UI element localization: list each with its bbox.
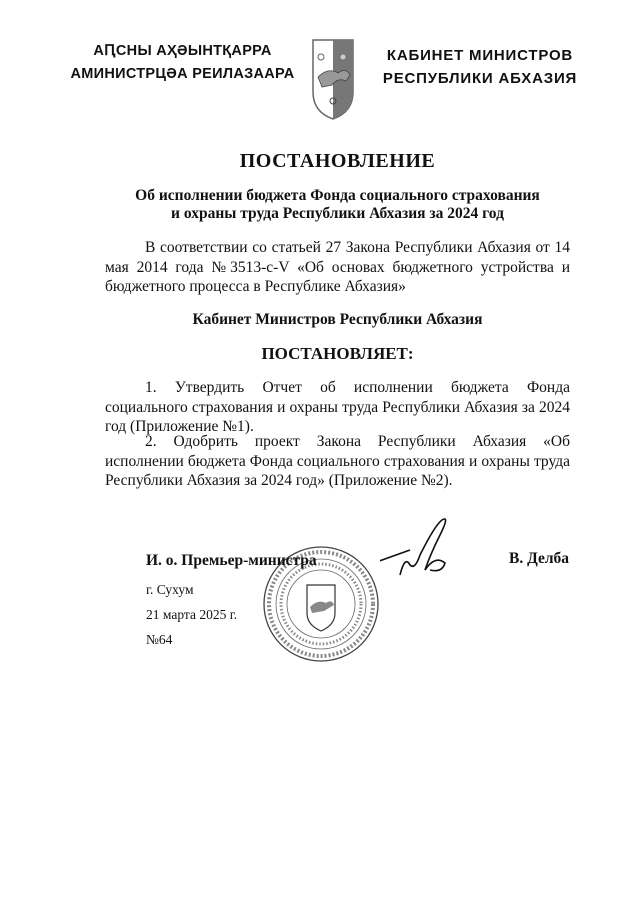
signatory-position: И. о. Премьер-министра — [146, 552, 317, 569]
document-number: №64 — [146, 632, 173, 647]
subtitle-line1: Об исполнении бюджета Фонда социального страхования — [135, 187, 540, 204]
header-left-line2: АМИНИСТРЦӘА РЕИЛАЗААРА — [70, 66, 295, 82]
signatory-name: В. Делба — [509, 550, 570, 567]
document-title: ПОСТАНОВЛЕНИЕ — [239, 150, 436, 172]
header-left — [60, 40, 305, 86]
header-right — [370, 44, 590, 90]
date: 21 марта 2025 г. — [146, 607, 238, 622]
header-right-line2: РЕСПУБЛИКИ АБХАЗИЯ — [382, 70, 578, 87]
document-subtitle — [105, 187, 570, 223]
header-right-line1: КАБИНЕТ МИНИСТРОВ — [386, 47, 574, 64]
preamble-paragraph: В соответствии со статьей 27 Закона Республики Абхазия от 14 мая 2014 года №3513-с-V «Об основах бюджетного устройства и бюджетного процесса в Республике Абхазия» — [105, 239, 570, 295]
decree-item-1: 1. Утвердить Отчет об исполнении бюджета Фонда социального страхования и охраны труда Республики Абхазия за 2024 год (Приложение №1). — [105, 379, 570, 435]
decree-heading: ПОСТАНОВЛЯЕТ: — [261, 344, 414, 363]
decree-item-2: 2. Одобрить проект Закона Республики Абхазия «Об исполнении бюджета Фонда социального страхования и охраны труда Республики Абхазия за 2024 год» (Приложение №2). — [105, 433, 570, 489]
place: г. Сухум — [146, 582, 194, 597]
header-left-line1: АԤСНЫ АҲӘЫНТҚАРРА — [93, 43, 272, 59]
handwritten-signature — [380, 515, 460, 585]
coat-of-arms-icon — [310, 37, 356, 121]
subtitle-line2: и охраны труда Республики Абхазия за 2024 год — [171, 205, 504, 222]
issuing-body: Кабинет Министров Республики Абхазия — [192, 311, 483, 328]
